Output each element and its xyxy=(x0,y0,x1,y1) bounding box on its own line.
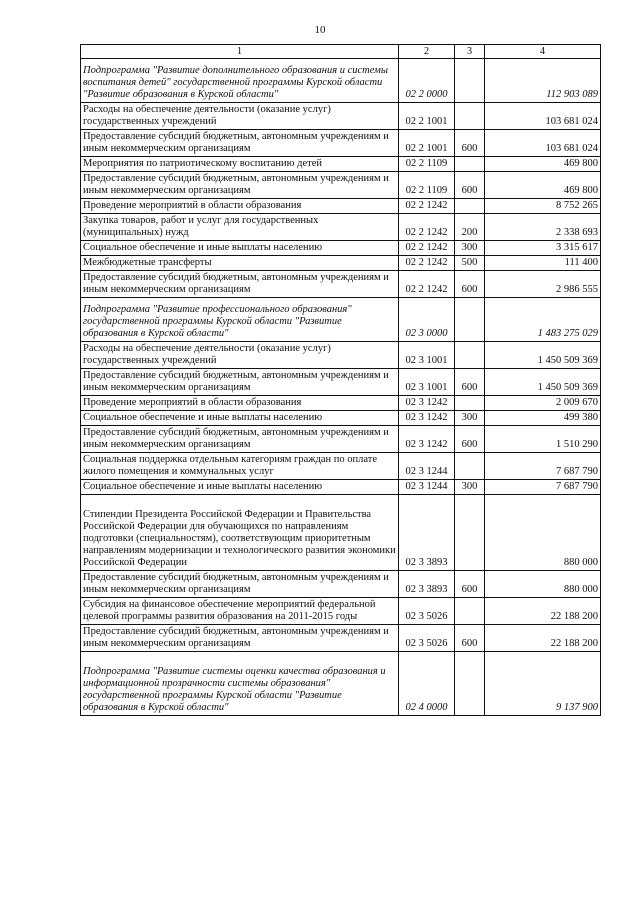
table-row xyxy=(81,411,601,426)
table-row xyxy=(81,652,601,716)
row-code-cell: 02 4 0000 xyxy=(399,652,455,716)
row-name-cell: Социальное обеспечение и иные выплаты населению xyxy=(81,480,399,495)
row-amount-cell: 103 681 024 xyxy=(485,130,601,157)
table-header-row xyxy=(81,45,601,59)
table-row xyxy=(81,571,601,598)
row-expense-type-cell xyxy=(455,598,485,625)
row-code-cell: 02 3 5026 xyxy=(399,625,455,652)
row-name-cell: Подпрограмма "Развитие профессионального образования" государственной программы Курской области "Развитие образования в Курской области" xyxy=(81,298,399,342)
row-expense-type-cell xyxy=(455,342,485,369)
row-expense-type-cell xyxy=(455,396,485,411)
row-amount-cell: 1 510 290 xyxy=(485,426,601,453)
row-name-cell: Проведение мероприятий в области образования xyxy=(81,396,399,411)
row-amount-cell: 111 400 xyxy=(485,256,601,271)
table-row xyxy=(81,214,601,241)
row-expense-type-cell xyxy=(455,103,485,130)
table-row xyxy=(81,480,601,495)
row-name-cell: Предоставление субсидий бюджетным, автономным учреждениям и иным некоммерческим организациям xyxy=(81,369,399,396)
row-amount-cell: 469 800 xyxy=(485,172,601,199)
row-amount-cell: 9 137 900 xyxy=(485,652,601,716)
row-expense-type-cell: 600 xyxy=(455,426,485,453)
row-expense-type-cell: 300 xyxy=(455,480,485,495)
row-amount-cell: 2 009 670 xyxy=(485,396,601,411)
row-expense-type-cell: 600 xyxy=(455,625,485,652)
row-name-cell: Предоставление субсидий бюджетным, автономным учреждениям и иным некоммерческим организациям xyxy=(81,571,399,598)
table-row xyxy=(81,625,601,652)
page-number: 10 xyxy=(314,24,326,36)
row-code-cell: 02 3 1001 xyxy=(399,342,455,369)
row-name-cell: Расходы на обеспечение деятельности (оказание услуг) государственных учреждений xyxy=(81,342,399,369)
row-expense-type-cell xyxy=(455,298,485,342)
row-amount-cell: 8 752 265 xyxy=(485,199,601,214)
row-expense-type-cell: 500 xyxy=(455,256,485,271)
table-row xyxy=(81,453,601,480)
row-amount-cell: 2 338 693 xyxy=(485,214,601,241)
row-code-cell: 02 2 1109 xyxy=(399,157,455,172)
row-expense-type-cell: 600 xyxy=(455,271,485,298)
row-code-cell: 02 2 1242 xyxy=(399,271,455,298)
row-expense-type-cell: 600 xyxy=(455,369,485,396)
row-code-cell: 02 2 1001 xyxy=(399,103,455,130)
row-name-cell: Предоставление субсидий бюджетным, автономным учреждениям и иным некоммерческим организациям xyxy=(81,426,399,453)
row-name-cell: Подпрограмма "Развитие системы оценки качества образования и информационной прозрачности системы образования" государственной программы Курской области "Развитие образования в Курской области" xyxy=(81,652,399,716)
row-amount-cell: 880 000 xyxy=(485,571,601,598)
row-expense-type-cell xyxy=(455,157,485,172)
row-amount-cell: 112 903 089 xyxy=(485,59,601,103)
row-name-cell: Проведение мероприятий в области образования xyxy=(81,199,399,214)
row-amount-cell: 3 315 617 xyxy=(485,241,601,256)
table-row xyxy=(81,256,601,271)
row-code-cell: 02 2 0000 xyxy=(399,59,455,103)
row-name-cell: Социальная поддержка отдельным категориям граждан по оплате жилого помещения и коммунальных услуг xyxy=(81,453,399,480)
row-amount-cell: 7 687 790 xyxy=(485,453,601,480)
header-col-2: 2 xyxy=(399,45,455,59)
row-code-cell: 02 3 3893 xyxy=(399,571,455,598)
row-amount-cell: 22 188 200 xyxy=(485,625,601,652)
row-amount-cell: 22 188 200 xyxy=(485,598,601,625)
table-row xyxy=(81,396,601,411)
row-amount-cell: 7 687 790 xyxy=(485,480,601,495)
table-row xyxy=(81,495,601,571)
row-amount-cell: 1 450 509 369 xyxy=(485,369,601,396)
row-name-cell: Субсидия на финансовое обеспечение мероприятий федеральной целевой программы развития образования на 2011-2015 годы xyxy=(81,598,399,625)
row-name-cell: Подпрограмма "Развитие дополнительного образования и системы воспитания детей" государственной программы Курской области "Развитие образования в Курской области" xyxy=(81,59,399,103)
row-name-cell: Предоставление субсидий бюджетным, автономным учреждениям и иным некоммерческим организациям xyxy=(81,625,399,652)
table-row xyxy=(81,298,601,342)
row-expense-type-cell: 200 xyxy=(455,214,485,241)
row-code-cell: 02 3 1242 xyxy=(399,396,455,411)
table-row xyxy=(81,157,601,172)
row-expense-type-cell xyxy=(455,652,485,716)
row-expense-type-cell xyxy=(455,59,485,103)
header-col-1: 1 xyxy=(81,45,399,59)
row-expense-type-cell: 600 xyxy=(455,172,485,199)
table-row xyxy=(81,369,601,396)
row-code-cell: 02 3 1001 xyxy=(399,369,455,396)
table-body xyxy=(81,59,601,716)
table-row xyxy=(81,271,601,298)
header-col-3: 3 xyxy=(455,45,485,59)
row-name-cell: Социальное обеспечение и иные выплаты населению xyxy=(81,411,399,426)
row-name-cell: Расходы на обеспечение деятельности (оказание услуг) государственных учреждений xyxy=(81,103,399,130)
table-row xyxy=(81,103,601,130)
row-code-cell: 02 2 1109 xyxy=(399,172,455,199)
row-name-cell: Межбюджетные трансферты xyxy=(81,256,399,271)
row-code-cell: 02 3 5026 xyxy=(399,598,455,625)
row-code-cell: 02 3 3893 xyxy=(399,495,455,571)
row-expense-type-cell xyxy=(455,199,485,214)
row-expense-type-cell xyxy=(455,495,485,571)
row-amount-cell: 1 450 509 369 xyxy=(485,342,601,369)
row-code-cell: 02 3 1242 xyxy=(399,426,455,453)
row-name-cell: Предоставление субсидий бюджетным, автономным учреждениям и иным некоммерческим организациям xyxy=(81,130,399,157)
row-code-cell: 02 2 1242 xyxy=(399,214,455,241)
row-amount-cell: 2 986 555 xyxy=(485,271,601,298)
row-name-cell: Закупка товаров, работ и услуг для государственных (муниципальных) нужд xyxy=(81,214,399,241)
row-code-cell: 02 3 1242 xyxy=(399,411,455,426)
budget-table xyxy=(80,44,601,716)
table-row xyxy=(81,59,601,103)
header-col-4: 4 xyxy=(485,45,601,59)
row-code-cell: 02 3 1244 xyxy=(399,453,455,480)
row-amount-cell: 103 681 024 xyxy=(485,103,601,130)
table-row xyxy=(81,199,601,214)
row-code-cell: 02 3 0000 xyxy=(399,298,455,342)
table-row xyxy=(81,342,601,369)
table-row xyxy=(81,241,601,256)
row-name-cell: Социальное обеспечение и иные выплаты населению xyxy=(81,241,399,256)
row-name-cell: Предоставление субсидий бюджетным, автономным учреждениям и иным некоммерческим организациям xyxy=(81,172,399,199)
row-code-cell: 02 2 1242 xyxy=(399,256,455,271)
row-expense-type-cell: 600 xyxy=(455,130,485,157)
row-name-cell: Предоставление субсидий бюджетным, автономным учреждениям и иным некоммерческим организациям xyxy=(81,271,399,298)
row-code-cell: 02 2 1001 xyxy=(399,130,455,157)
row-name-cell: Мероприятия по патриотическому воспитанию детей xyxy=(81,157,399,172)
row-amount-cell: 469 800 xyxy=(485,157,601,172)
row-expense-type-cell: 300 xyxy=(455,411,485,426)
table-row xyxy=(81,598,601,625)
table-row xyxy=(81,130,601,157)
row-expense-type-cell xyxy=(455,453,485,480)
row-code-cell: 02 3 1244 xyxy=(399,480,455,495)
table-row xyxy=(81,172,601,199)
row-amount-cell: 880 000 xyxy=(485,495,601,571)
table-row xyxy=(81,426,601,453)
row-expense-type-cell: 300 xyxy=(455,241,485,256)
row-code-cell: 02 2 1242 xyxy=(399,241,455,256)
row-name-cell: Стипендии Президента Российской Федерации и Правительства Российской Федерации для обучающихся по направлениям подготовки (специальностям), соответствующим приоритетным направлениям модернизации и технологического развития экономики Российской Федерации xyxy=(81,495,399,571)
row-amount-cell: 1 483 275 029 xyxy=(485,298,601,342)
row-amount-cell: 499 380 xyxy=(485,411,601,426)
row-expense-type-cell: 600 xyxy=(455,571,485,598)
row-code-cell: 02 2 1242 xyxy=(399,199,455,214)
